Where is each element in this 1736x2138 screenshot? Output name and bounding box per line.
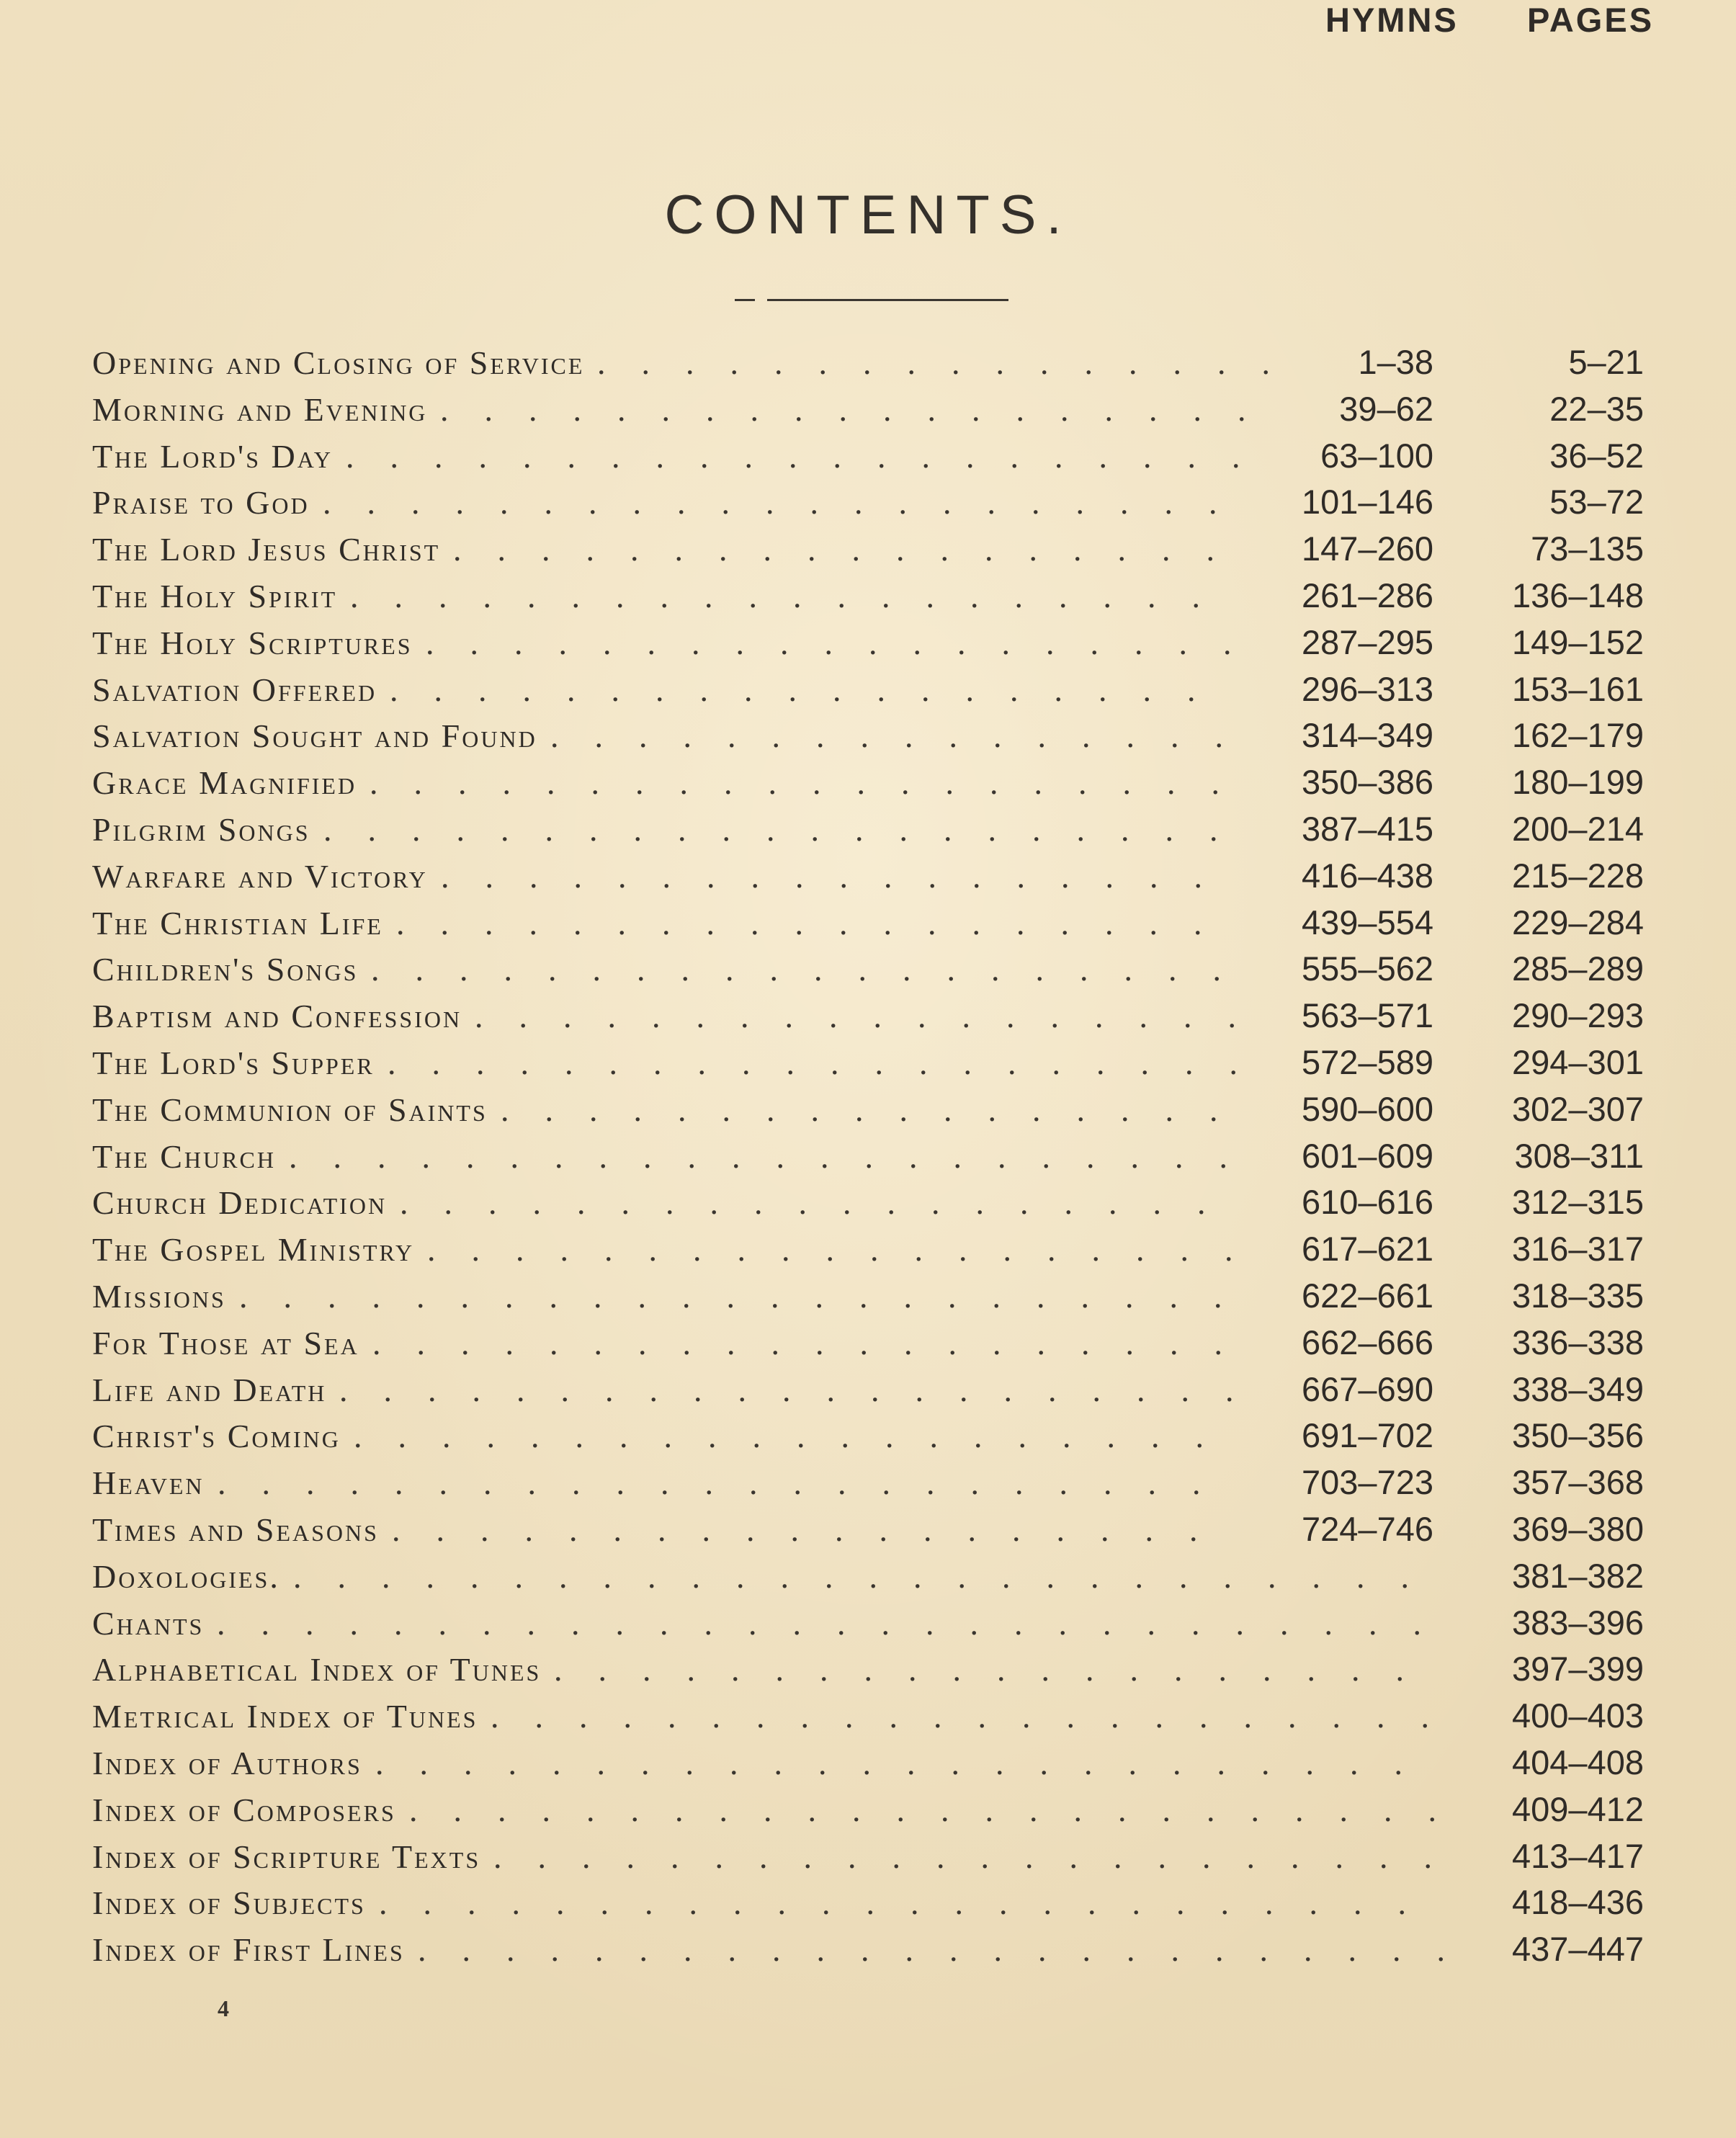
contents-entry bbox=[92, 1882, 1648, 1929]
entry-label: Morning and Evening bbox=[92, 390, 428, 428]
contents-entry bbox=[92, 949, 1648, 996]
entry-hymns: 63–100 bbox=[1320, 436, 1433, 475]
contents-entry bbox=[92, 1789, 1648, 1836]
entry-pages: 215–228 bbox=[1512, 856, 1644, 895]
entry-pages: 316–317 bbox=[1512, 1230, 1644, 1269]
contents-entry bbox=[92, 482, 1648, 529]
entry-label: Grace Magnified bbox=[92, 764, 357, 802]
entry-pages: 350–356 bbox=[1512, 1416, 1644, 1455]
contents-entry bbox=[92, 1929, 1648, 1976]
entry-pages: 162–179 bbox=[1512, 716, 1644, 755]
entry-pages: 5–21 bbox=[1568, 343, 1644, 381]
entry-hymns: 703–723 bbox=[1302, 1463, 1433, 1502]
entry-hymns: 617–621 bbox=[1302, 1230, 1433, 1269]
dot-leader: ........................ bbox=[379, 1884, 1442, 1922]
entry-label: Missions bbox=[92, 1277, 226, 1315]
entry-pages: 36–52 bbox=[1549, 436, 1644, 475]
dot-leader: .................... bbox=[388, 1044, 1274, 1081]
entry-hymns: 296–313 bbox=[1302, 669, 1433, 708]
entry-label: The Communion of Saints bbox=[92, 1091, 488, 1128]
dot-leader: ...................... bbox=[491, 1698, 1465, 1735]
entry-pages: 336–338 bbox=[1512, 1323, 1644, 1361]
contents-entry bbox=[92, 1462, 1648, 1509]
entry-pages: 400–403 bbox=[1512, 1696, 1644, 1735]
contents-entry bbox=[92, 1556, 1648, 1603]
entry-hymns: 350–386 bbox=[1302, 763, 1433, 802]
page-title: CONTENTS. bbox=[664, 184, 1072, 246]
entry-label: Index of Scripture Texts bbox=[92, 1838, 481, 1875]
dot-leader: ..................... bbox=[323, 810, 1254, 848]
contents-entry bbox=[92, 762, 1648, 809]
dot-leader: .................... bbox=[554, 1651, 1440, 1689]
hymns-column-header: HYMNS bbox=[1325, 1, 1459, 39]
entry-pages: 338–349 bbox=[1512, 1369, 1644, 1408]
dot-leader: .................... bbox=[354, 1418, 1240, 1455]
contents-entry bbox=[92, 903, 1648, 949]
dot-leader: ...................... bbox=[289, 1137, 1263, 1175]
dot-leader: ................ bbox=[597, 344, 1306, 381]
contents-entry bbox=[92, 1743, 1648, 1789]
entry-hymns: 39–62 bbox=[1339, 389, 1433, 428]
entry-label: Children's Songs bbox=[92, 951, 359, 988]
contents-entry bbox=[92, 1089, 1648, 1136]
entry-hymns: 724–746 bbox=[1302, 1509, 1433, 1548]
dot-leader: ....................... bbox=[239, 1277, 1258, 1315]
entry-pages: 285–289 bbox=[1512, 949, 1644, 988]
entry-hymns: 610–616 bbox=[1302, 1183, 1433, 1222]
dot-leader: ................... bbox=[392, 1511, 1234, 1548]
contents-entry bbox=[92, 1369, 1648, 1416]
entry-hymns: 314–349 bbox=[1302, 716, 1433, 755]
entry-hymns: 622–661 bbox=[1302, 1276, 1433, 1315]
entry-label: Index of Authors bbox=[92, 1744, 362, 1781]
dot-leader: .................... bbox=[372, 1324, 1258, 1361]
contents-entry bbox=[92, 1603, 1648, 1650]
title-rule-tick bbox=[735, 299, 755, 301]
dot-leader: ................ bbox=[550, 717, 1259, 755]
entry-hymns: 662–666 bbox=[1302, 1323, 1433, 1361]
entry-label: The Gospel Ministry bbox=[92, 1231, 415, 1269]
entry-pages: 200–214 bbox=[1512, 809, 1644, 848]
dot-leader: .................... bbox=[371, 951, 1257, 988]
entry-label: Doxologies. bbox=[92, 1557, 280, 1595]
contents-entry bbox=[92, 529, 1648, 576]
entry-hymns: 601–609 bbox=[1302, 1136, 1433, 1175]
entry-label: Praise to God bbox=[92, 484, 310, 522]
entry-pages: 383–396 bbox=[1512, 1603, 1644, 1642]
entry-pages: 149–152 bbox=[1512, 622, 1644, 661]
entry-pages: 369–380 bbox=[1512, 1509, 1644, 1548]
entry-pages: 413–417 bbox=[1512, 1836, 1644, 1875]
dot-leader: .................. bbox=[441, 857, 1238, 895]
entry-hymns: 439–554 bbox=[1302, 903, 1433, 941]
dot-leader: .................. bbox=[475, 998, 1272, 1035]
entry-label: The Lord's Day bbox=[92, 437, 334, 475]
entry-label: Baptism and Confession bbox=[92, 998, 462, 1035]
entry-label: Christ's Coming bbox=[92, 1418, 341, 1455]
contents-entry bbox=[92, 996, 1648, 1042]
entry-label: Metrical Index of Tunes bbox=[92, 1698, 478, 1735]
entry-hymns: 563–571 bbox=[1302, 996, 1433, 1035]
contents-entry bbox=[92, 1696, 1648, 1743]
contents-entry bbox=[92, 1649, 1648, 1696]
contents-entry bbox=[92, 809, 1648, 856]
dot-leader: ....................... bbox=[218, 1464, 1237, 1502]
entry-pages: 397–399 bbox=[1512, 1650, 1644, 1689]
entry-label: The Church bbox=[92, 1137, 276, 1175]
entry-label: Pilgrim Songs bbox=[92, 810, 310, 848]
entry-pages: 153–161 bbox=[1512, 669, 1644, 708]
entry-hymns: 572–589 bbox=[1302, 1042, 1433, 1081]
entry-label: The Holy Spirit bbox=[92, 577, 338, 614]
entry-label: Index of Composers bbox=[92, 1791, 396, 1828]
entry-pages: 318–335 bbox=[1512, 1276, 1644, 1315]
title-rule bbox=[767, 299, 1008, 301]
entry-pages: 73–135 bbox=[1531, 529, 1644, 568]
page-number: 4 bbox=[218, 1995, 229, 2021]
entry-pages: 229–284 bbox=[1512, 903, 1644, 941]
entry-label: Salvation Offered bbox=[92, 671, 377, 708]
entry-hymns: 387–415 bbox=[1302, 809, 1433, 848]
entry-label: Salvation Sought and Found bbox=[92, 717, 537, 755]
entry-pages: 53–72 bbox=[1549, 483, 1644, 522]
entry-hymns: 416–438 bbox=[1302, 856, 1433, 895]
entry-label: Alphabetical Index of Tunes bbox=[92, 1651, 542, 1689]
entry-pages: 290–293 bbox=[1512, 996, 1644, 1035]
entry-hymns: 147–260 bbox=[1302, 529, 1433, 568]
entry-hymns: 555–562 bbox=[1302, 949, 1433, 988]
contents-entry bbox=[92, 1276, 1648, 1323]
dot-leader: ...................... bbox=[493, 1838, 1468, 1875]
entry-label: Heaven bbox=[92, 1464, 205, 1502]
entry-label: The Holy Scriptures bbox=[92, 624, 413, 661]
entry-label: Opening and Closing of Service bbox=[92, 344, 585, 381]
dot-leader: .................. bbox=[453, 531, 1250, 568]
dot-leader: ........................ bbox=[375, 1744, 1439, 1781]
dot-leader: ................... bbox=[396, 904, 1238, 941]
entry-label: Index of Subjects bbox=[92, 1884, 366, 1922]
entry-pages: 308–311 bbox=[1514, 1136, 1644, 1175]
contents-entry bbox=[92, 342, 1648, 389]
entry-hymns: 101–146 bbox=[1302, 483, 1433, 522]
contents-list bbox=[92, 342, 1648, 1976]
entry-pages: 294–301 bbox=[1512, 1042, 1644, 1081]
entry-label: Times and Seasons bbox=[92, 1511, 379, 1548]
contents-entry bbox=[92, 715, 1648, 762]
pages-column-header: PAGES bbox=[1527, 1, 1655, 39]
entry-pages: 418–436 bbox=[1512, 1883, 1644, 1922]
contents-entry bbox=[92, 1415, 1648, 1462]
dot-leader: ................. bbox=[501, 1091, 1254, 1128]
contents-entry bbox=[92, 436, 1648, 483]
contents-entry bbox=[92, 389, 1648, 436]
contents-entry bbox=[92, 1136, 1648, 1183]
entry-hymns: 590–600 bbox=[1302, 1089, 1433, 1128]
dot-leader: .......................... bbox=[293, 1557, 1445, 1595]
dot-leader: ........................ bbox=[409, 1791, 1472, 1828]
dot-leader: ................... bbox=[400, 1184, 1242, 1222]
dot-leader: .................... bbox=[350, 577, 1236, 614]
entry-hymns: 667–690 bbox=[1302, 1369, 1433, 1408]
entry-hymns: 691–702 bbox=[1302, 1416, 1433, 1455]
entry-pages: 312–315 bbox=[1512, 1183, 1644, 1222]
dot-leader: ................... bbox=[440, 390, 1282, 428]
contents-entry bbox=[92, 576, 1648, 622]
dot-leader: .................... bbox=[370, 764, 1256, 802]
entry-label: Warfare and Victory bbox=[92, 857, 428, 895]
entry-pages: 180–199 bbox=[1512, 763, 1644, 802]
entry-label: The Lord's Supper bbox=[92, 1044, 375, 1081]
entry-pages: 357–368 bbox=[1512, 1463, 1644, 1502]
dot-leader: ............................ bbox=[217, 1604, 1457, 1642]
contents-entry bbox=[92, 1182, 1648, 1229]
entry-label: Index of First Lines bbox=[92, 1931, 405, 1969]
entry-label: For Those at Sea bbox=[92, 1324, 359, 1361]
contents-entry bbox=[92, 1229, 1648, 1276]
entry-hymns: 287–295 bbox=[1302, 622, 1433, 661]
dot-leader: ................... bbox=[390, 671, 1232, 708]
entry-pages: 381–382 bbox=[1512, 1556, 1644, 1595]
dot-leader: ................... bbox=[426, 624, 1268, 661]
dot-leader: ................... bbox=[427, 1231, 1269, 1269]
contents-entry bbox=[92, 856, 1648, 903]
entry-hymns: 261–286 bbox=[1302, 576, 1433, 614]
contents-entry bbox=[92, 1509, 1648, 1556]
entry-pages: 404–408 bbox=[1512, 1743, 1644, 1781]
contents-entry bbox=[92, 1323, 1648, 1369]
dot-leader: ..................... bbox=[323, 484, 1253, 522]
entry-label: Life and Death bbox=[92, 1371, 327, 1408]
entry-pages: 409–412 bbox=[1512, 1789, 1644, 1828]
dot-leader: ........................ bbox=[418, 1931, 1481, 1969]
entry-label: The Lord Jesus Christ bbox=[92, 531, 441, 568]
contents-entry bbox=[92, 622, 1648, 669]
entry-pages: 302–307 bbox=[1512, 1089, 1644, 1128]
dot-leader: ..................... bbox=[346, 437, 1276, 475]
entry-pages: 136–148 bbox=[1512, 576, 1644, 614]
entry-label: Church Dedication bbox=[92, 1184, 388, 1222]
entry-pages: 437–447 bbox=[1512, 1930, 1644, 1969]
contents-entry bbox=[92, 1042, 1648, 1089]
entry-label: The Christian Life bbox=[92, 904, 383, 941]
contents-entry bbox=[92, 669, 1648, 716]
contents-entry bbox=[92, 1836, 1648, 1883]
entry-pages: 22–35 bbox=[1549, 389, 1644, 428]
entry-label: Chants bbox=[92, 1604, 205, 1642]
entry-hymns: 1–38 bbox=[1358, 343, 1433, 381]
dot-leader: ..................... bbox=[339, 1371, 1270, 1408]
